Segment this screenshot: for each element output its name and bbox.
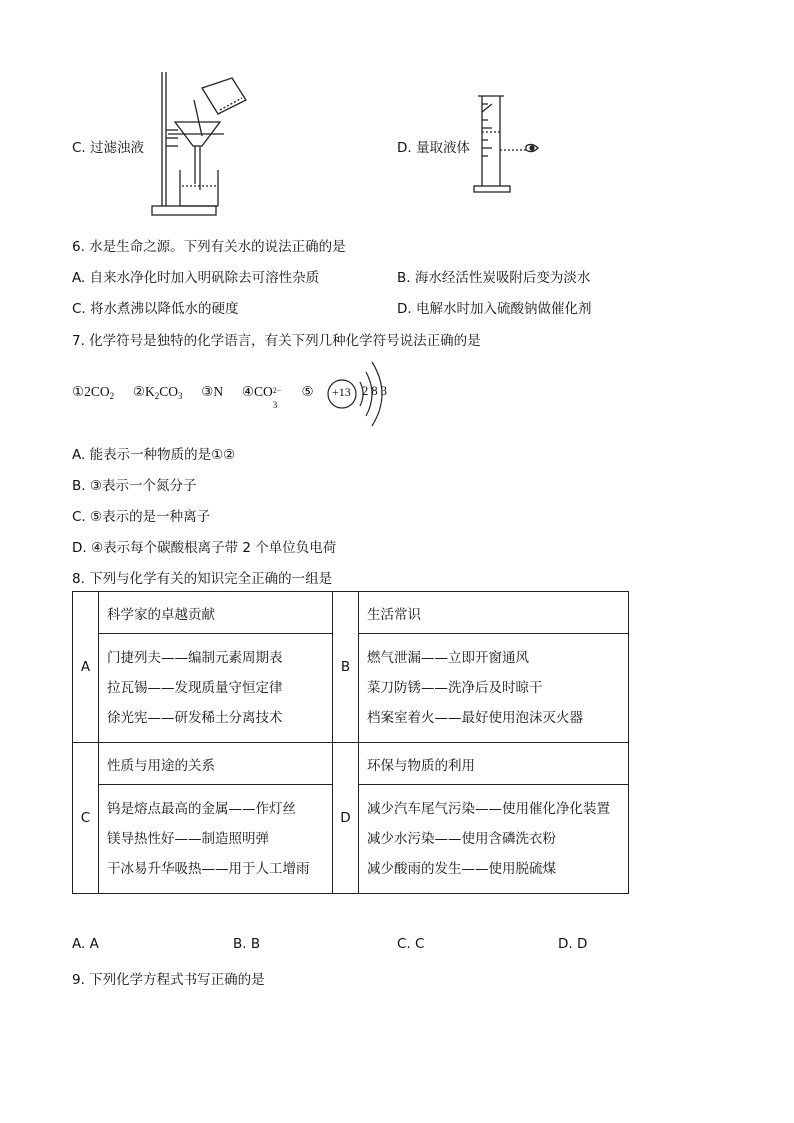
chemical-symbols-row [72,384,314,410]
group-b-line: 菜刀防锈——洗净后及时晾干 [367,680,543,696]
group-a-title: 科学家的卓越贡献 [99,592,333,634]
group-d-line: 减少水污染——使用含磷洗衣粉 [367,831,556,847]
symbol-3: ③N [201,384,224,399]
group-a-label: A [73,592,99,743]
group-c-title: 性质与用途的关系 [99,743,333,785]
q7-option-b[interactable]: B. ③表示一个氮分子 [72,478,197,494]
group-a-content [99,634,333,743]
q7-option-d[interactable]: D. ④表示每个碳酸根离子带 2 个单位负电荷 [72,540,337,556]
q8-option-b[interactable]: B. B [233,936,261,952]
knowledge-table [72,591,629,894]
q5-option-d[interactable]: D. 量取液体 [397,140,470,156]
group-a-line: 拉瓦锡——发现质量守恒定律 [107,680,283,696]
group-c-line: 镁导热性好——制造照明弹 [107,831,269,847]
group-b-title: 生活常识 [359,592,629,634]
q9-stem: 9. 下列化学方程式书写正确的是 [72,972,265,988]
q8-option-a[interactable]: A. A [72,936,99,952]
group-d-label: D [333,743,359,894]
group-c-line: 钨是熔点最高的金属——作灯丝 [107,801,296,817]
group-d-line: 减少汽车尾气污染——使用催化净化装置 [367,801,610,817]
q6-option-c[interactable]: C. 将水煮沸以降低水的硬度 [72,301,239,317]
group-c-content [99,785,333,894]
q6-option-d[interactable]: D. 电解水时加入硫酸钠做催化剂 [397,301,592,317]
group-a-line: 门捷列夫——编制元素周期表 [107,650,283,666]
q6-option-b[interactable]: B. 海水经活性炭吸附后变为淡水 [397,270,591,286]
atom-nucleus-charge: +13 [332,385,351,399]
group-b-line: 燃气泄漏——立即开窗通风 [367,650,529,666]
q7-option-c[interactable]: C. ⑤表示的是一种离子 [72,509,211,525]
group-b-label: B [333,592,359,743]
group-d-title: 环保与物质的利用 [359,743,629,785]
filtration-apparatus-figure [150,66,260,218]
symbol-5-marker: ⑤ [301,384,314,399]
graduated-cylinder-figure [470,92,550,194]
q7-stem: 7. 化学符号是独特的化学语言，有关下列几种化学符号说法正确的是 [72,333,481,349]
atom-shell-electrons: 2 8 3 [362,384,387,398]
q7-option-a[interactable]: A. 能表示一种物质的是①② [72,447,236,463]
group-a-line: 徐光宪——研发稀土分离技术 [107,710,283,726]
group-c-line: 干冰易升华吸热——用于人工增雨 [107,861,310,877]
group-d-line: 减少酸雨的发生——使用脱硫煤 [367,861,556,877]
group-c-label: C [73,743,99,894]
group-b-content [359,634,629,743]
symbol-1: $①2CO_2$ [72,384,115,401]
q8-option-d[interactable]: D. D [558,936,588,952]
q8-stem: 8. 下列与化学有关的知识完全正确的一组是 [72,571,333,587]
symbol-4: ④CO 2− 3 [241,384,282,410]
q6-stem: 6. 水是生命之源。下列有关水的说法正确的是 [72,239,346,255]
group-d-content [359,785,629,894]
symbol-2: $②K_2CO_3$ [132,384,183,401]
q6-option-a[interactable]: A. 自来水净化时加入明矾除去可溶性杂质 [72,270,320,286]
q8-option-c[interactable]: C. C [397,936,425,952]
q5-option-c[interactable]: C. 过滤浊液 [72,140,145,156]
group-b-line: 档案室着火——最好使用泡沫灭火器 [367,710,583,726]
